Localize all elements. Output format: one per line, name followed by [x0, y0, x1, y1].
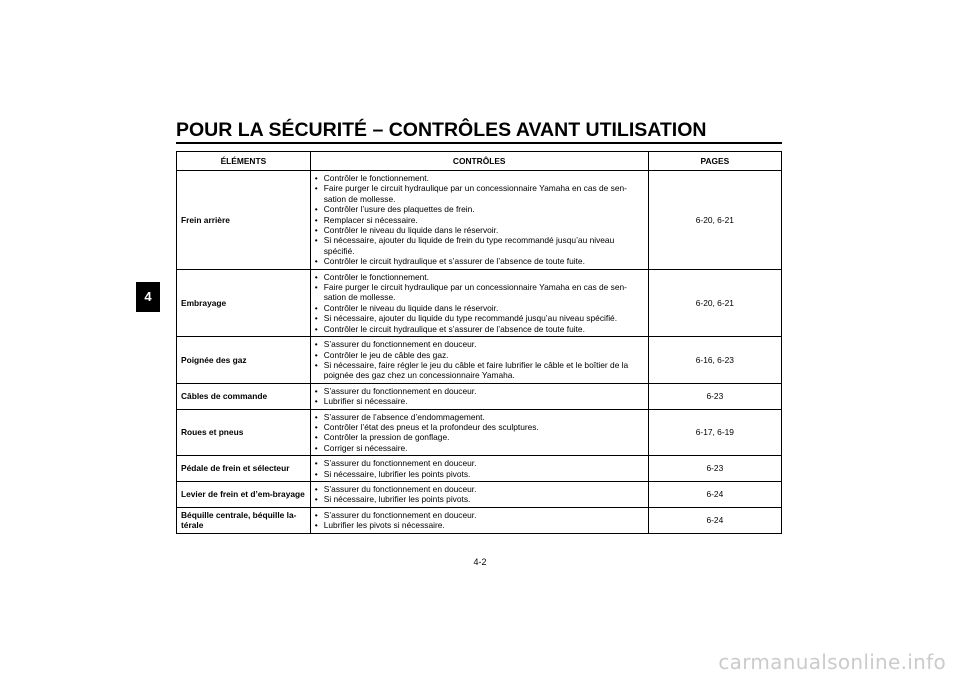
control-checks: [310, 383, 648, 409]
table-header-row: [177, 152, 782, 171]
table-row: [177, 383, 782, 409]
check-list: [315, 484, 644, 505]
control-checks: [310, 456, 648, 482]
control-checks: [310, 269, 648, 336]
check-item: • S’assurer du fonctionnement en douceur.: [315, 386, 644, 396]
check-item: • Remplacer si nécessaire.: [315, 215, 644, 225]
check-item: • Contrôler le circuit hydraulique et s’assurer de l’absence de toute fuite.: [315, 256, 644, 266]
control-checks: [310, 171, 648, 270]
check-item: • Lubrifier les pivots si nécessaire.: [315, 520, 644, 530]
page-reference: 6-20, 6-21: [648, 269, 781, 336]
check-item: • Si nécessaire, ajouter du liquide du type recommandé jusqu’au niveau spécifié.: [315, 313, 644, 323]
check-item: • Si nécessaire, ajouter du liquide de frein du type recommandé jusqu’au niveau spécifié.: [315, 235, 644, 256]
check-item: • Faire purger le circuit hydraulique par un concessionnaire Yamaha en cas de sen-sation de mollesse.: [315, 282, 644, 303]
check-item: • Si nécessaire, lubrifier les points pivots.: [315, 494, 644, 504]
control-checks: [310, 507, 648, 533]
element-name: Embrayage: [177, 269, 311, 336]
check-item: • S’assurer du fonctionnement en douceur.: [315, 510, 644, 520]
column-header-controls: CONTRÔLES: [310, 152, 648, 171]
check-item: • S’assurer de l’absence d’endommagement.: [315, 412, 644, 422]
check-list: [315, 339, 644, 381]
check-item: • Corriger si nécessaire.: [315, 443, 644, 453]
element-name: Poignée des gaz: [177, 337, 311, 384]
element-name: Pédale de frein et sélecteur: [177, 456, 311, 482]
column-header-pages: PAGES: [648, 152, 781, 171]
check-item: • S’assurer du fonctionnement en douceur.: [315, 458, 644, 468]
check-item: • Contrôler la pression de gonflage.: [315, 432, 644, 442]
page-reference: 6-24: [648, 507, 781, 533]
check-item: • Si nécessaire, lubrifier les points pivots.: [315, 469, 644, 479]
element-name: Câbles de commande: [177, 383, 311, 409]
chapter-tab: 4: [136, 282, 160, 312]
element-name: Roues et pneus: [177, 409, 311, 456]
check-item: • Contrôler l’état des pneus et la profondeur des sculptures.: [315, 422, 644, 432]
page-reference: 6-24: [648, 481, 781, 507]
table-row: [177, 269, 782, 336]
element-name: Béquille centrale, béquille la-térale: [177, 507, 311, 533]
column-header-elements: ÉLÉMENTS: [177, 152, 311, 171]
page-reference: 6-17, 6-19: [648, 409, 781, 456]
check-item: • Contrôler le niveau du liquide dans le réservoir.: [315, 225, 644, 235]
page-number: 4-2: [473, 557, 487, 567]
check-item: • Contrôler le circuit hydraulique et s’assurer de l’absence de toute fuite.: [315, 324, 644, 334]
page-reference: 6-16, 6-23: [648, 337, 781, 384]
check-list: [315, 510, 644, 531]
element-name: Frein arrière: [177, 171, 311, 270]
check-item: • Contrôler le niveau du liquide dans le réservoir.: [315, 303, 644, 313]
table-row: [177, 337, 782, 384]
check-list: [315, 386, 644, 407]
check-list: [315, 412, 644, 454]
title-underline: [176, 142, 782, 144]
page-title: POUR LA SÉCURITÉ – CONTRÔLES AVANT UTILISATION: [176, 119, 707, 141]
check-item: • S’assurer du fonctionnement en douceur.: [315, 484, 644, 494]
table-row: [177, 481, 782, 507]
check-item: • Lubrifier si nécessaire.: [315, 396, 644, 406]
watermark: carmanualsonline.info: [718, 650, 946, 674]
check-item: • Contrôler l’usure des plaquettes de frein.: [315, 204, 644, 214]
check-item: • S’assurer du fonctionnement en douceur.: [315, 339, 644, 349]
page-reference: 6-20, 6-21: [648, 171, 781, 270]
check-item: • Faire purger le circuit hydraulique par un concessionnaire Yamaha en cas de sen-sation de mollesse.: [315, 183, 644, 204]
table-row: [177, 507, 782, 533]
table-row: [177, 171, 782, 270]
check-list: [315, 173, 644, 267]
control-checks: [310, 409, 648, 456]
check-list: [315, 272, 644, 334]
control-checks: [310, 481, 648, 507]
element-name: Levier de frein et d’em-brayage: [177, 481, 311, 507]
check-item: • Si nécessaire, faire régler le jeu du câble et faire lubrifier le câble et le boîtier de la poignée des gaz chez un concessionnaire Yamaha.: [315, 360, 644, 381]
page-reference: 6-23: [648, 383, 781, 409]
page-reference: 6-23: [648, 456, 781, 482]
check-list: [315, 458, 644, 479]
check-item: • Contrôler le jeu de câble des gaz.: [315, 350, 644, 360]
controls-table: [176, 151, 782, 534]
check-item: • Contrôler le fonctionnement.: [315, 173, 644, 183]
table-row: [177, 409, 782, 456]
control-checks: [310, 337, 648, 384]
table-body: [177, 171, 782, 534]
check-item: • Contrôler le fonctionnement.: [315, 272, 644, 282]
table-row: [177, 456, 782, 482]
